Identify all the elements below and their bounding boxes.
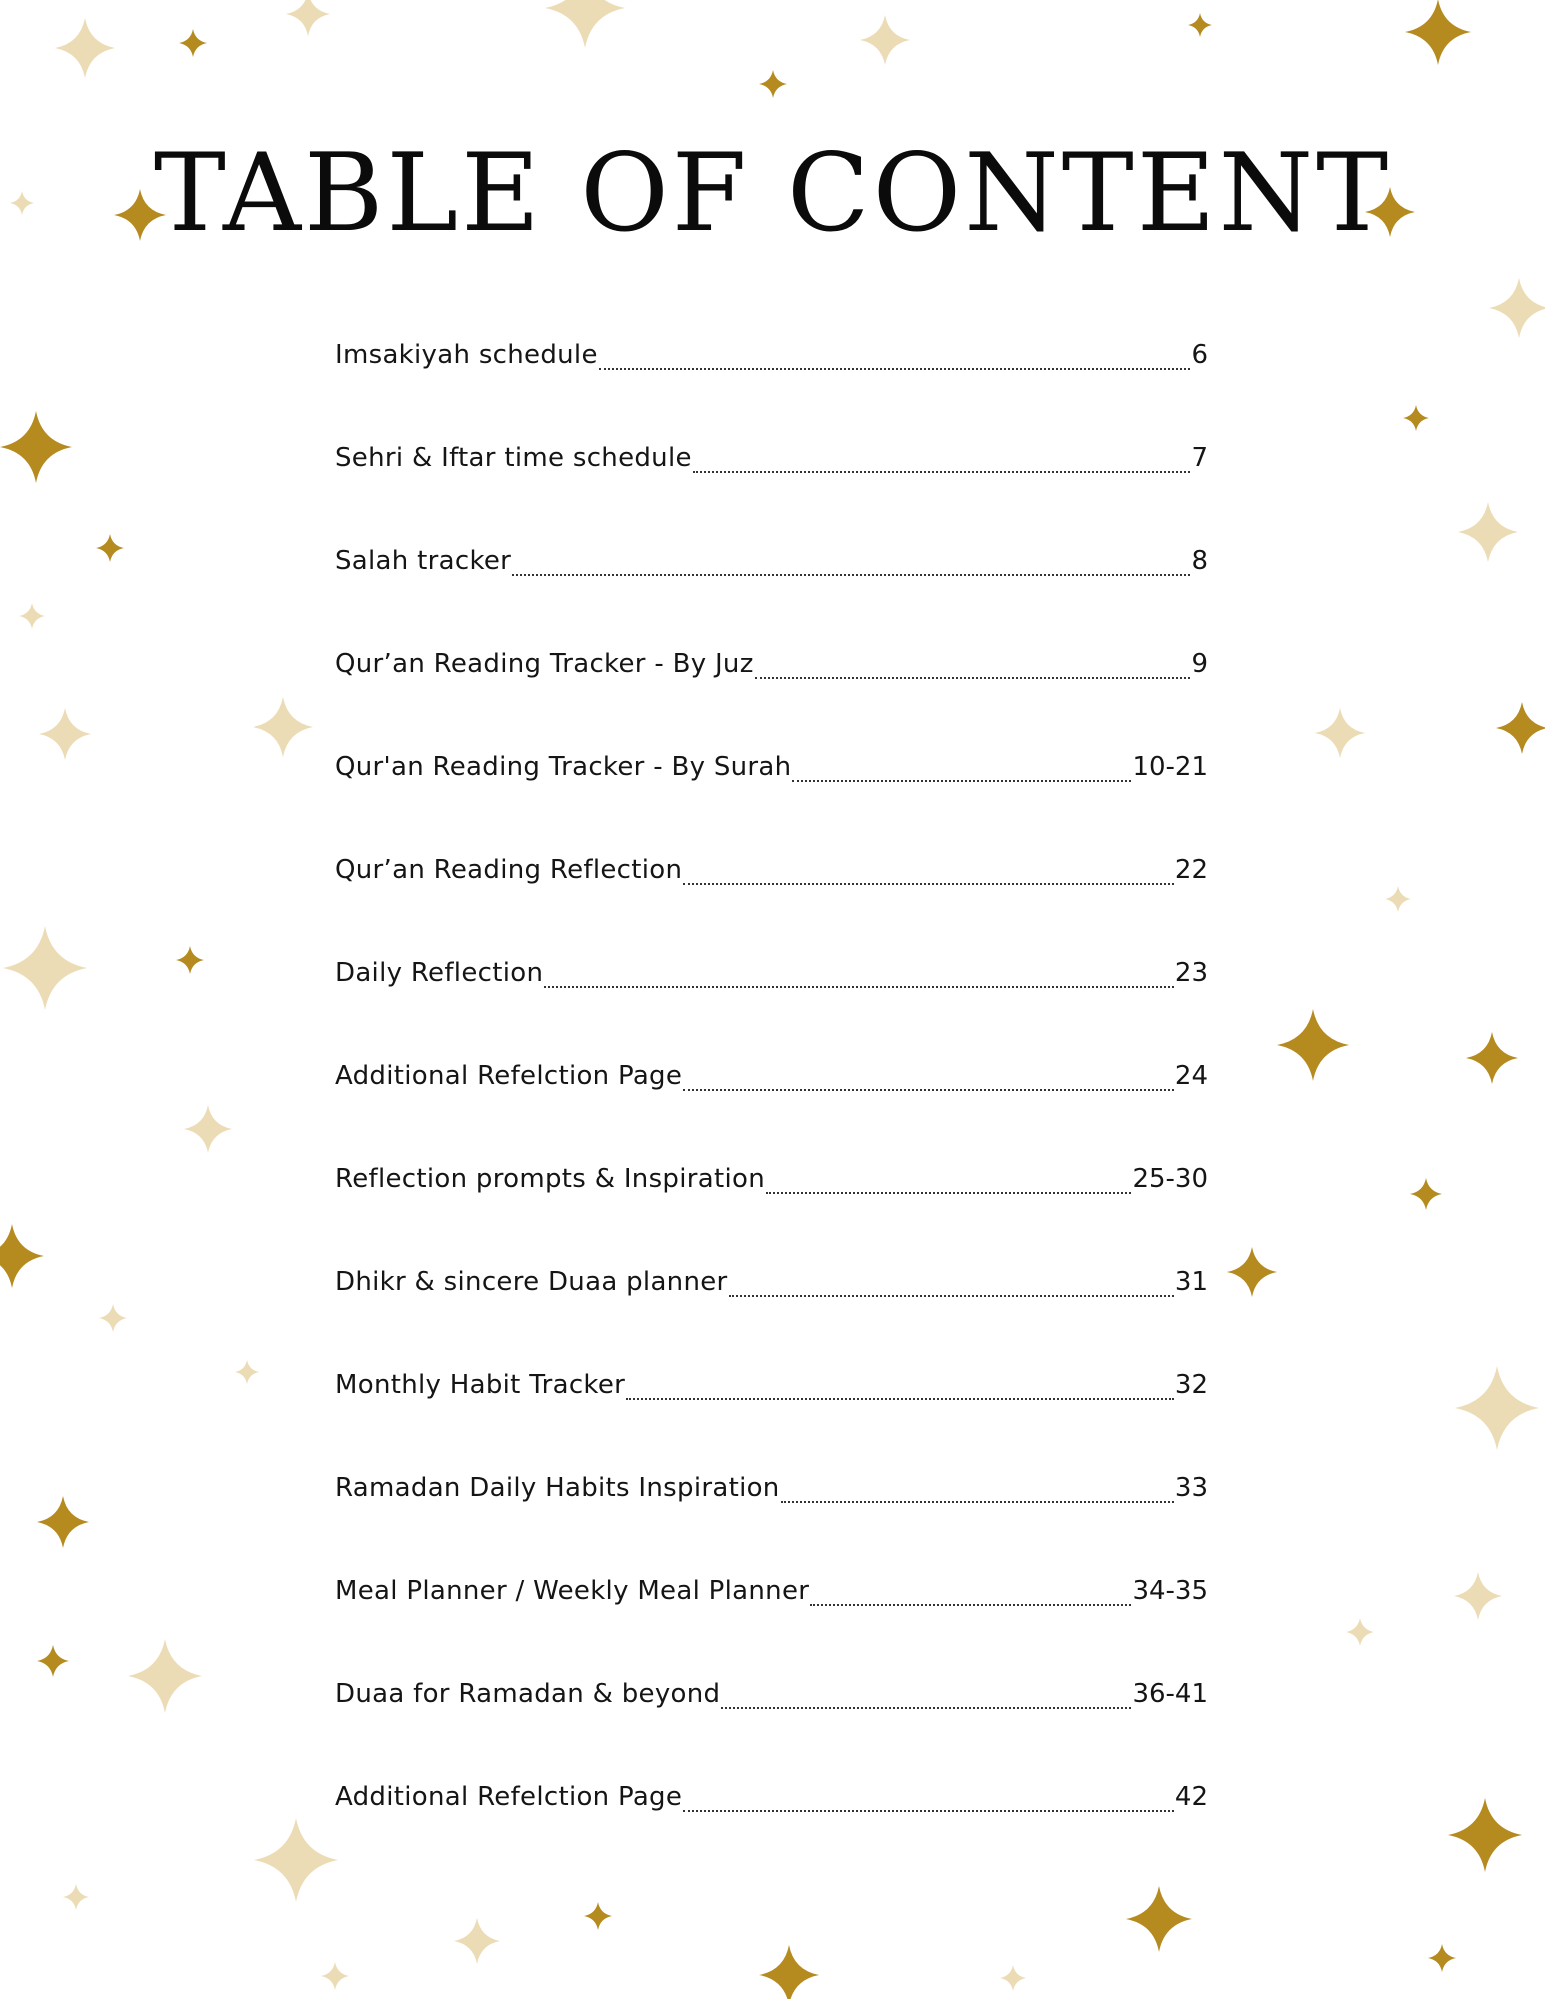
toc-entry-page: 36-41 bbox=[1132, 1679, 1208, 1709]
sparkle-star-icon bbox=[759, 70, 787, 98]
toc-entry-label: Qur’an Reading Reflection bbox=[335, 855, 683, 885]
toc-entry-page: 6 bbox=[1191, 340, 1208, 370]
dot-leader bbox=[810, 1602, 1131, 1606]
sparkle-star-icon bbox=[1188, 13, 1212, 37]
dot-leader bbox=[683, 1808, 1174, 1812]
toc-entry-label: Imsakiyah schedule bbox=[335, 340, 598, 370]
toc-entry-page: 22 bbox=[1174, 855, 1208, 885]
dot-leader bbox=[683, 1087, 1174, 1091]
sparkle-star-icon bbox=[0, 1224, 44, 1288]
dot-leader bbox=[781, 1499, 1174, 1503]
sparkle-star-icon bbox=[321, 1962, 349, 1990]
sparkle-star-icon bbox=[39, 708, 91, 760]
sparkle-star-icon bbox=[253, 697, 313, 757]
toc-entry-page: 23 bbox=[1174, 958, 1208, 988]
sparkle-star-icon bbox=[860, 15, 910, 65]
dot-leader bbox=[755, 675, 1191, 679]
toc-entry[interactable] bbox=[335, 1679, 1208, 1719]
toc-entry[interactable] bbox=[335, 1473, 1208, 1513]
dot-leader bbox=[766, 1190, 1131, 1194]
sparkle-star-icon bbox=[3, 926, 87, 1010]
sparkle-star-icon bbox=[1227, 1247, 1277, 1297]
toc-entry-page: 8 bbox=[1191, 546, 1208, 576]
sparkle-star-icon bbox=[55, 18, 115, 78]
toc-entry-label: Daily Reflection bbox=[335, 958, 544, 988]
sparkle-star-icon bbox=[1496, 702, 1545, 754]
sparkle-star-icon bbox=[1405, 0, 1471, 65]
toc-entry-label: Qur’an Reading Tracker - By Juz bbox=[335, 649, 754, 679]
toc-entry-label: Additional Refelction Page bbox=[335, 1061, 683, 1091]
sparkle-star-icon bbox=[1466, 1032, 1518, 1084]
dot-leader bbox=[599, 366, 1191, 370]
toc-entry-page: 31 bbox=[1174, 1267, 1208, 1297]
toc-entry-label: Duaa for Ramadan & beyond bbox=[335, 1679, 721, 1709]
sparkle-star-icon bbox=[19, 603, 45, 629]
sparkle-star-icon bbox=[235, 1360, 259, 1384]
sparkle-star-icon bbox=[1428, 1944, 1456, 1972]
toc-entry-page: 9 bbox=[1191, 649, 1208, 679]
sparkle-star-icon bbox=[454, 1918, 500, 1964]
sparkle-star-icon bbox=[1346, 1618, 1374, 1646]
sparkle-star-icon bbox=[1489, 278, 1545, 338]
toc-entry[interactable] bbox=[335, 1370, 1208, 1410]
toc-entry-label: Meal Planner / Weekly Meal Planner bbox=[335, 1576, 810, 1606]
toc-entry[interactable] bbox=[335, 1164, 1208, 1204]
toc-entry[interactable] bbox=[335, 649, 1208, 689]
dot-leader bbox=[512, 572, 1190, 576]
sparkle-star-icon bbox=[1315, 708, 1365, 758]
toc-entry-label: Sehri & Iftar time schedule bbox=[335, 443, 692, 473]
toc-entry-label: Salah tracker bbox=[335, 546, 512, 576]
toc-entry-page: 7 bbox=[1191, 443, 1208, 473]
toc-entry-page: 42 bbox=[1174, 1782, 1208, 1812]
toc-entry[interactable] bbox=[335, 443, 1208, 483]
toc-entry[interactable] bbox=[335, 752, 1208, 792]
sparkle-star-icon bbox=[176, 946, 204, 974]
sparkle-star-icon bbox=[99, 1304, 127, 1332]
sparkle-star-icon bbox=[1458, 502, 1518, 562]
sparkle-star-icon bbox=[96, 534, 124, 562]
sparkle-star-icon bbox=[1277, 1009, 1349, 1081]
toc-entry[interactable] bbox=[335, 340, 1208, 380]
dot-leader bbox=[693, 469, 1191, 473]
toc-entry-label: Ramadan Daily Habits Inspiration bbox=[335, 1473, 780, 1503]
toc-entry-page: 32 bbox=[1174, 1370, 1208, 1400]
toc-entry[interactable] bbox=[335, 1267, 1208, 1307]
page-title: TABLE OF CONTENT bbox=[153, 131, 1392, 256]
sparkle-star-icon bbox=[545, 0, 625, 48]
sparkle-star-icon bbox=[759, 1945, 819, 1999]
toc-entry-label: Additional Refelction Page bbox=[335, 1782, 683, 1812]
toc-entry[interactable] bbox=[335, 1782, 1208, 1822]
sparkle-star-icon bbox=[179, 29, 207, 57]
sparkle-star-icon bbox=[1403, 405, 1429, 431]
sparkle-star-icon bbox=[0, 411, 72, 483]
toc-entry[interactable] bbox=[335, 546, 1208, 586]
dot-leader bbox=[626, 1396, 1174, 1400]
sparkle-star-icon bbox=[1448, 1798, 1522, 1872]
sparkle-star-icon bbox=[128, 1639, 202, 1713]
sparkle-star-icon bbox=[1410, 1178, 1442, 1210]
toc-entry-page: 34-35 bbox=[1132, 1576, 1208, 1606]
toc-entry[interactable] bbox=[335, 1576, 1208, 1616]
sparkle-star-icon bbox=[254, 1818, 338, 1902]
dot-leader bbox=[544, 984, 1174, 988]
sparkle-star-icon bbox=[286, 0, 330, 36]
dot-leader bbox=[792, 778, 1131, 782]
sparkle-star-icon bbox=[1385, 886, 1411, 912]
toc-entry-label: Qur'an Reading Tracker - By Surah bbox=[335, 752, 792, 782]
toc-entry-page: 24 bbox=[1174, 1061, 1208, 1091]
toc-entry[interactable] bbox=[335, 958, 1208, 998]
toc-entry[interactable] bbox=[335, 855, 1208, 895]
sparkle-star-icon bbox=[1000, 1965, 1026, 1991]
dot-leader bbox=[721, 1705, 1131, 1709]
toc-entry-label: Reflection prompts & Inspiration bbox=[335, 1164, 765, 1194]
toc-entry-page: 10-21 bbox=[1132, 752, 1208, 782]
toc-entry-page: 33 bbox=[1174, 1473, 1208, 1503]
toc-entry-label: Dhikr & sincere Duaa planner bbox=[335, 1267, 728, 1297]
dot-leader bbox=[683, 881, 1174, 885]
sparkle-star-icon bbox=[184, 1105, 232, 1153]
sparkle-star-icon bbox=[37, 1496, 89, 1548]
toc-entry[interactable] bbox=[335, 1061, 1208, 1101]
sparkle-star-icon bbox=[37, 1645, 69, 1677]
dot-leader bbox=[729, 1293, 1174, 1297]
sparkle-star-icon bbox=[1126, 1886, 1192, 1952]
sparkle-star-icon bbox=[1455, 1366, 1539, 1450]
toc-entry-label: Monthly Habit Tracker bbox=[335, 1370, 626, 1400]
sparkle-star-icon bbox=[584, 1902, 612, 1930]
sparkle-star-icon bbox=[1454, 1572, 1502, 1620]
sparkle-star-icon bbox=[63, 1884, 89, 1910]
toc-entry-page: 25-30 bbox=[1132, 1164, 1208, 1194]
